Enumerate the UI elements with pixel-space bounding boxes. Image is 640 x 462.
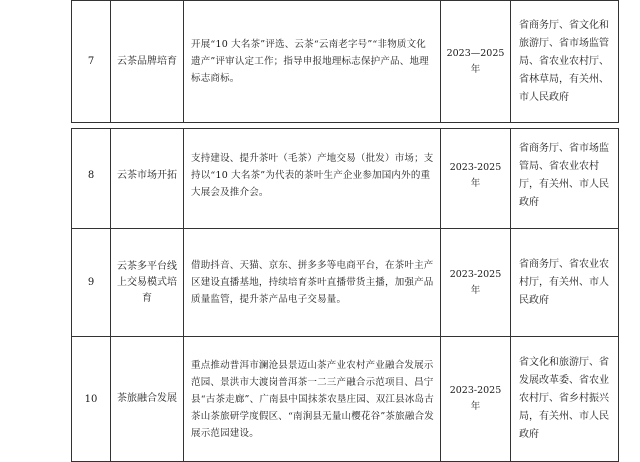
row-number: 7 — [72, 1, 111, 123]
task-content: 开展“10 大名茶”评选、云茶“云南老字号”“非物质文化遗产”评审认定工作；指导申报地理标志保护产品、地理标志商标。 — [184, 1, 441, 123]
task-name: 茶旅融合发展 — [111, 337, 184, 462]
responsible-departments: 省商务厅、省市场监管局、省农业农村厅，有关州、市人民政府 — [511, 123, 619, 229]
table-row — [72, 1, 619, 123]
responsible-departments: 省商务厅、省文化和旅游厅、省市场监管局、省农业农村厅、省林草局，有关州、市人民政府 — [511, 1, 619, 123]
task-period: 2023—2025 年 — [441, 1, 511, 123]
task-name: 云茶品牌培育 — [111, 1, 184, 123]
row-number: 8 — [72, 123, 111, 229]
task-name: 云茶多平台线上交易模式培育 — [111, 229, 184, 337]
task-content: 借助抖音、天猫、京东、拼多多等电商平台，在茶叶主产区建设直播基地，持续培育茶叶直播带货主播，加强产品质量监管，提升茶产品电子交易量。 — [184, 229, 441, 337]
responsible-departments: 省文化和旅游厅、省发展改革委、省农业农村厅、省乡村振兴局，有关州、市人民政府 — [511, 337, 619, 462]
table-row — [72, 229, 619, 337]
task-content: 支持建设、提升茶叶（毛茶）产地交易（批发）市场；支持以“10 大名茶”为代表的茶叶生产企业参加国内外的重大展会及推介会。 — [184, 123, 441, 229]
task-period: 2023-2025 年 — [441, 229, 511, 337]
task-content: 重点推动普洱市澜沧县景迈山茶产业农村产业融合发展示范园、景洪市大渡岗普洱茶一二三产融合示范项目、昌宁县“古茶走廊”、广南县中国抹茶农垦庄园、双江县冰岛古茶山茶旅研学度假区、“南涧县无量山樱花谷”茶旅融合发展示范园建设。 — [184, 337, 441, 462]
task-period: 2023-2025 年 — [441, 123, 511, 229]
task-period: 2023-2025 年 — [441, 337, 511, 462]
table-row — [72, 123, 619, 229]
segment-top-border — [71, 128, 618, 129]
table-row — [72, 337, 619, 462]
table-segment-top — [71, 0, 619, 123]
row-number: 10 — [72, 337, 111, 462]
row-number: 9 — [72, 229, 111, 337]
table-segment-bottom — [71, 122, 619, 462]
task-name: 云茶市场开拓 — [111, 123, 184, 229]
responsible-departments: 省商务厅、省农业农村厅，有关州、市人民政府 — [511, 229, 619, 337]
